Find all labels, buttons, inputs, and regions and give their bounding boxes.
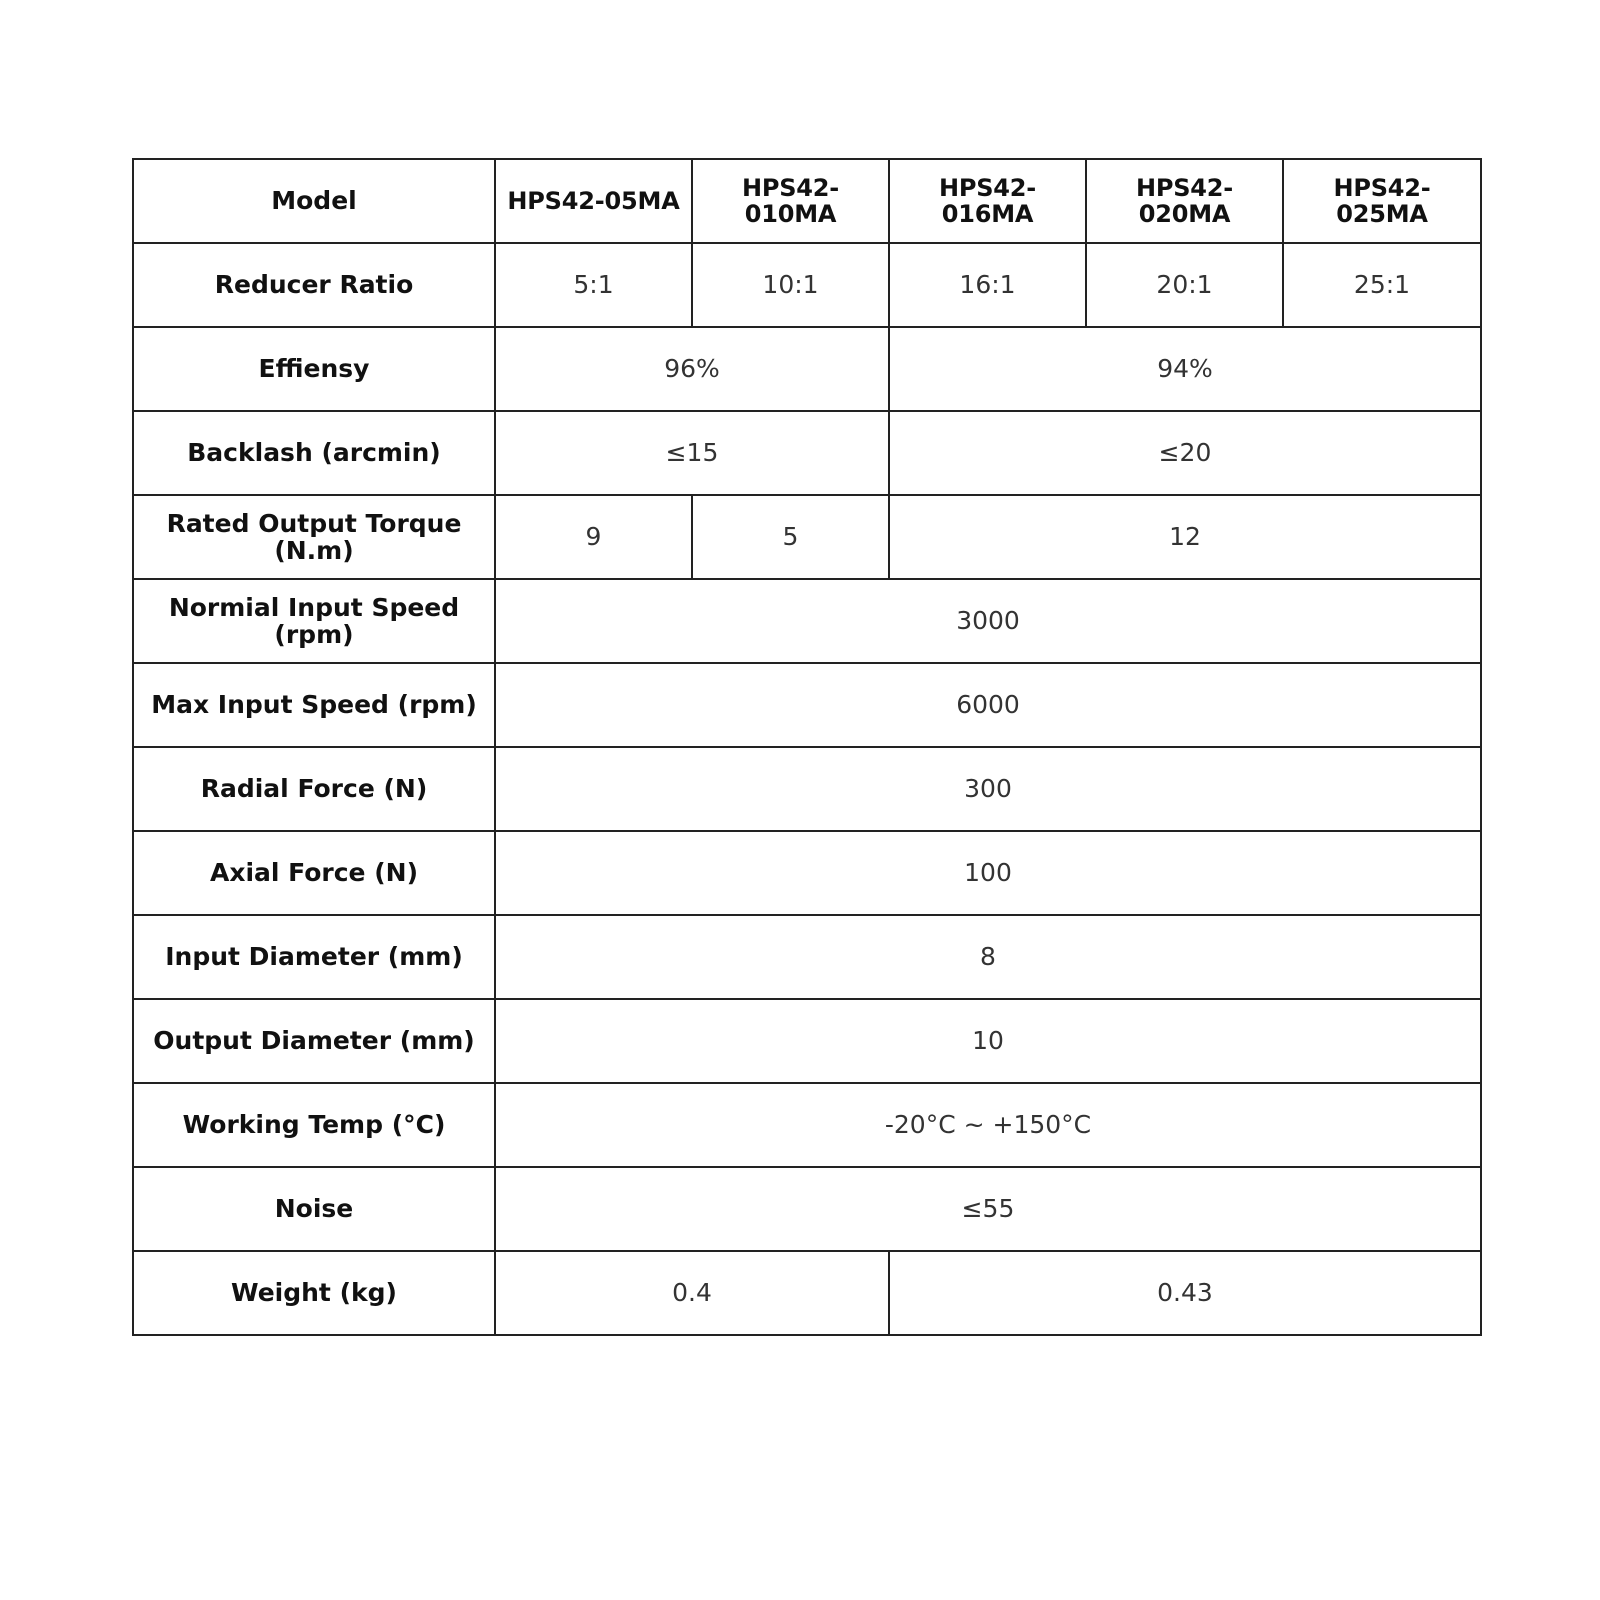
spec-value-cell: 10:1 bbox=[692, 243, 889, 327]
spec-value-cell: 96% bbox=[495, 327, 889, 411]
spec-value-cell: 5 bbox=[692, 495, 889, 579]
row-label: Noise bbox=[133, 1167, 495, 1251]
spec-value-cell: 6000 bbox=[495, 663, 1481, 747]
row-label: Reducer Ratio bbox=[133, 243, 495, 327]
row-label: Max Input Speed (rpm) bbox=[133, 663, 495, 747]
spec-value-cell: 9 bbox=[495, 495, 692, 579]
row-label: Rated Output Torque (N.m) bbox=[133, 495, 495, 579]
spec-value-cell: 300 bbox=[495, 747, 1481, 831]
table-row bbox=[133, 663, 1481, 747]
table-row bbox=[133, 243, 1481, 327]
spec-value-cell: 94% bbox=[889, 327, 1481, 411]
model-header-cell: HPS42-016MA bbox=[889, 159, 1086, 243]
model-header-cell: HPS42-020MA bbox=[1086, 159, 1283, 243]
table-row bbox=[133, 915, 1481, 999]
table-row bbox=[133, 327, 1481, 411]
row-label: Output Diameter (mm) bbox=[133, 999, 495, 1083]
spec-value-cell: -20°C ~ +150°C bbox=[495, 1083, 1481, 1167]
spec-value-cell: 100 bbox=[495, 831, 1481, 915]
spec-value-cell: 12 bbox=[889, 495, 1481, 579]
row-label: Model bbox=[133, 159, 495, 243]
spec-value-cell: ≤55 bbox=[495, 1167, 1481, 1251]
spec-value-cell: 8 bbox=[495, 915, 1481, 999]
table-row bbox=[133, 495, 1481, 579]
table-row bbox=[133, 579, 1481, 663]
spec-value-cell: 16:1 bbox=[889, 243, 1086, 327]
spec-value-cell: 10 bbox=[495, 999, 1481, 1083]
row-label: Effiensy bbox=[133, 327, 495, 411]
spec-value-cell: 3000 bbox=[495, 579, 1481, 663]
row-label: Weight (kg) bbox=[133, 1251, 495, 1335]
table-row bbox=[133, 159, 1481, 243]
row-label: Radial Force (N) bbox=[133, 747, 495, 831]
table-row bbox=[133, 747, 1481, 831]
table-row bbox=[133, 1251, 1481, 1335]
model-header-cell: HPS42-05MA bbox=[495, 159, 692, 243]
spec-value-cell: ≤15 bbox=[495, 411, 889, 495]
table-row bbox=[133, 1167, 1481, 1251]
table-row bbox=[133, 831, 1481, 915]
spec-value-cell: 25:1 bbox=[1283, 243, 1481, 327]
spec-table-body bbox=[133, 159, 1481, 1335]
spec-value-cell: 20:1 bbox=[1086, 243, 1283, 327]
row-label: Backlash (arcmin) bbox=[133, 411, 495, 495]
table-row bbox=[133, 411, 1481, 495]
row-label: Working Temp (°C) bbox=[133, 1083, 495, 1167]
model-header-cell: HPS42-025MA bbox=[1283, 159, 1481, 243]
spec-value-cell: ≤20 bbox=[889, 411, 1481, 495]
spec-value-cell: 0.43 bbox=[889, 1251, 1481, 1335]
row-label: Axial Force (N) bbox=[133, 831, 495, 915]
table-row bbox=[133, 1083, 1481, 1167]
spec-value-cell: 5:1 bbox=[495, 243, 692, 327]
spec-value-cell: 0.4 bbox=[495, 1251, 889, 1335]
row-label: Normial Input Speed (rpm) bbox=[133, 579, 495, 663]
table-row bbox=[133, 999, 1481, 1083]
model-header-cell: HPS42-010MA bbox=[692, 159, 889, 243]
spec-table bbox=[132, 158, 1482, 1336]
row-label: Input Diameter (mm) bbox=[133, 915, 495, 999]
